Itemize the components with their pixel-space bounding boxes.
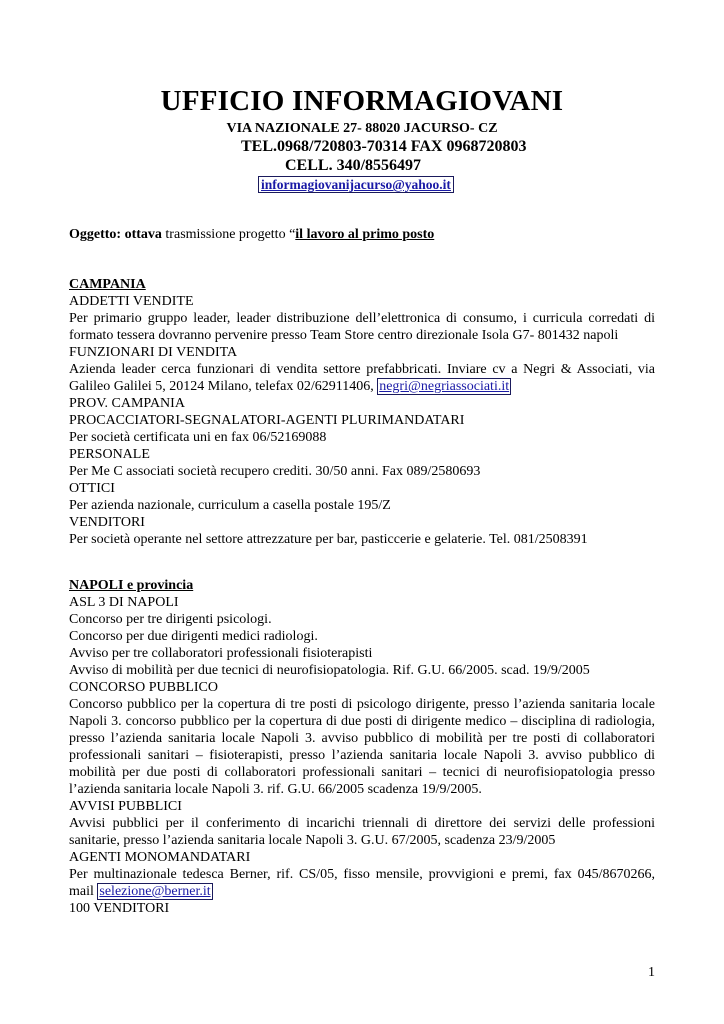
job-description: Per società certificata uni en fax 06/52169088 (69, 430, 327, 445)
job-title: CONCORSO PUBBLICO (69, 680, 218, 695)
office-cell: CELL. 340/8556497 (285, 157, 422, 174)
job-title: PROV. CAMPANIA (69, 396, 185, 411)
job-description: Concorso pubblico per la copertura di tre posti di psicologo dirigente, presso l’azienda sanitaria locale Napoli 3. concorso pubblico per la copertura di due posti di dirigente medico – disciplina di radiologia, presso l’azienda sanitaria locale Napoli 3. avviso pubblico di mobilità per tre posti di collaboratori professionali sanitari – fisioterapisti, presso l’azienda sanitaria locale Napoli 3. avviso pubblico di mobilità per due posti di collaboratori professionali sanitari – tecnici di neurofisiopatologia presso l’azienda sanitaria locale Napoli 3. rif. G.U. 66/2005 scadenza 19/9/2005. (69, 697, 655, 797)
section-campania (69, 276, 655, 548)
section-heading-campania: CAMPANIA (69, 277, 146, 292)
job-title: ADDETTI VENDITE (69, 294, 194, 309)
page-number: 1 (648, 965, 655, 980)
subject-project: il lavoro al primo posto (295, 227, 435, 242)
job-title: AVVISI PUBBLICI (69, 799, 182, 814)
job-description: Concorso per tre dirigenti psicologi. (69, 612, 272, 627)
section-napoli (69, 577, 655, 917)
job-title: PERSONALE (69, 447, 150, 462)
job-title: OTTICI (69, 481, 115, 496)
job-title: ASL 3 DI NAPOLI (69, 595, 179, 610)
job-description: Per primario gruppo leader, leader distribuzione dell’elettronica di consumo, i curricula corredati di formato tessera dovranno pervenire presso Team Store centro direzionale Isola G7- 801432 napoli (69, 311, 655, 343)
office-phone-fax: TEL.0968/720803-70314 FAX 0968720803 (241, 138, 527, 155)
section-heading-napoli: NAPOLI e provincia (69, 578, 194, 593)
job-description: Per società operante nel settore attrezzature per bar, pasticcerie e gelaterie. Tel. 081/2508391 (69, 532, 588, 547)
job-description: Avviso per tre collaboratori professionali fisioterapisti (69, 646, 373, 661)
job-title: PROCACCIATORI-SEGNALATORI-AGENTI PLURIMANDATARI (69, 413, 465, 428)
negri-email-link[interactable]: negri@negriassociati.it (379, 379, 510, 394)
job-title: FUNZIONARI DI VENDITA (69, 345, 238, 360)
berner-email-link[interactable]: selezione@berner.it (99, 884, 211, 899)
job-description: Per Me C associati società recupero crediti. 30/50 anni. Fax 089/2580693 (69, 464, 481, 479)
job-description: Avviso di mobilità per due tecnici di neurofisiopatologia. Rif. G.U. 66/2005. scad. 19/9/2005 (69, 663, 590, 678)
office-address: VIA NAZIONALE 27- 88020 JACURSO- CZ (226, 121, 498, 136)
job-description (69, 866, 655, 900)
subject-line (69, 226, 434, 243)
job-description: Per azienda nazionale, curriculum a casella postale 195/Z (69, 498, 391, 513)
subject-text: trasmissione progetto “ (161, 227, 296, 242)
job-description-text: Per multinazionale tedesca Berner, rif. CS/05, fisso mensile, provvigioni e premi, fax 045/8670266, mail (69, 867, 655, 899)
job-title: VENDITORI (69, 515, 145, 530)
office-title: UFFICIO INFORMAGIOVANI (160, 85, 564, 117)
job-title: 100 VENDITORI (69, 901, 170, 916)
job-description: Concorso per due dirigenti medici radiologi. (69, 629, 318, 644)
office-email-link[interactable]: informagiovanijacurso@yahoo.it (258, 176, 454, 193)
job-title: AGENTI MONOMANDATARI (69, 850, 251, 865)
job-description (69, 361, 655, 395)
job-description-text: Azienda leader cerca funzionari di vendita settore prefabbricati. Inviare cv a Negri & Associati, via Galileo Galilei 5, 20124 Milano, telefax 02/62911406, (69, 362, 655, 394)
subject-label: Oggetto: ottava (69, 227, 162, 242)
job-description: Avvisi pubblici per il conferimento di incarichi triennali di direttore dei servizi delle professioni sanitarie, presso l’azienda sanitaria locale Napoli 3. G.U. 67/2005, scadenza 23/9/2005 (69, 816, 655, 848)
